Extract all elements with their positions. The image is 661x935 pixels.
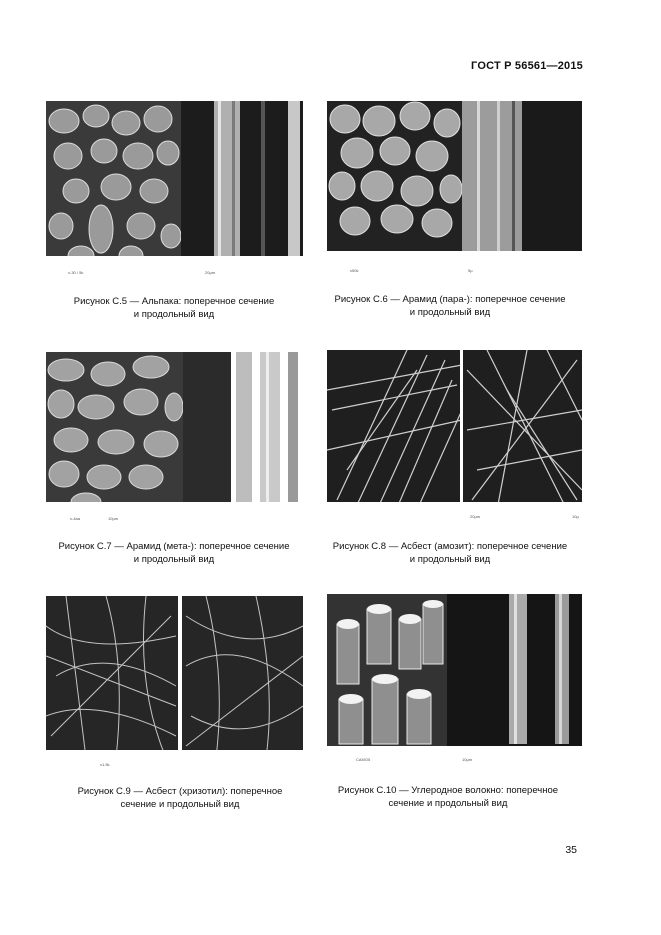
scale-label-right: 5µ xyxy=(468,268,473,273)
caption-line: Рисунок С.8 — Асбест (амозит): поперечное сечение xyxy=(332,541,568,552)
caption-line: и продольный вид xyxy=(409,554,491,565)
scale-label-left: 20µm xyxy=(470,514,481,519)
micrograph-aramid-meta xyxy=(46,352,303,512)
caption-line: Рисунок С.5 — Альпака: поперечное сечение xyxy=(73,296,275,307)
caption-line: и продольный вид xyxy=(133,309,215,320)
caption-line: Рисунок С.7 — Арамид (мета-): поперечное сечение xyxy=(58,541,290,552)
figure-caption xyxy=(50,785,310,811)
micrograph-asbestos-amosite xyxy=(327,350,582,512)
scale-label-left: x-30 / 5k xyxy=(68,270,84,275)
caption-line: сечение и продольный вид xyxy=(388,798,508,809)
caption-line: Рисунок С.9 — Асбест (хризотил): поперечное xyxy=(77,786,283,797)
figure-caption xyxy=(318,784,578,810)
caption-line: Рисунок С.10 — Углеродное волокно: поперечное xyxy=(337,785,559,796)
micrograph-asbestos-chrysotile xyxy=(46,596,303,758)
caption-line: Рисунок С.6 — Арамид (пара-): поперечное сечение xyxy=(334,294,566,305)
scale-label-right: 10µm xyxy=(108,516,119,521)
scale-label-left: CAMO5 xyxy=(356,757,371,762)
figure-caption xyxy=(320,293,580,319)
scale-label-right: 10µm xyxy=(462,757,473,762)
figure-caption xyxy=(44,540,304,566)
scale-label-left: x1.5k xyxy=(100,762,110,767)
figure-caption xyxy=(44,295,304,321)
caption-line: сечение и продольный вид xyxy=(120,799,240,810)
micrograph-alpaca xyxy=(46,101,303,267)
scale-label-left: x-4aa xyxy=(70,516,81,521)
page-number: 35 xyxy=(565,844,577,856)
document-header: ГОСТ Р 56561—2015 xyxy=(471,60,583,72)
micrograph-aramid-para xyxy=(327,101,582,263)
micrograph-carbon-fiber xyxy=(327,594,582,754)
scale-label-left: x50k xyxy=(350,268,359,273)
caption-line: и продольный вид xyxy=(133,554,215,565)
figure-caption xyxy=(320,540,580,566)
scale-label-right: 20µm xyxy=(205,270,216,275)
caption-line: и продольный вид xyxy=(409,307,491,318)
scale-label-right: 10µ xyxy=(572,514,579,519)
